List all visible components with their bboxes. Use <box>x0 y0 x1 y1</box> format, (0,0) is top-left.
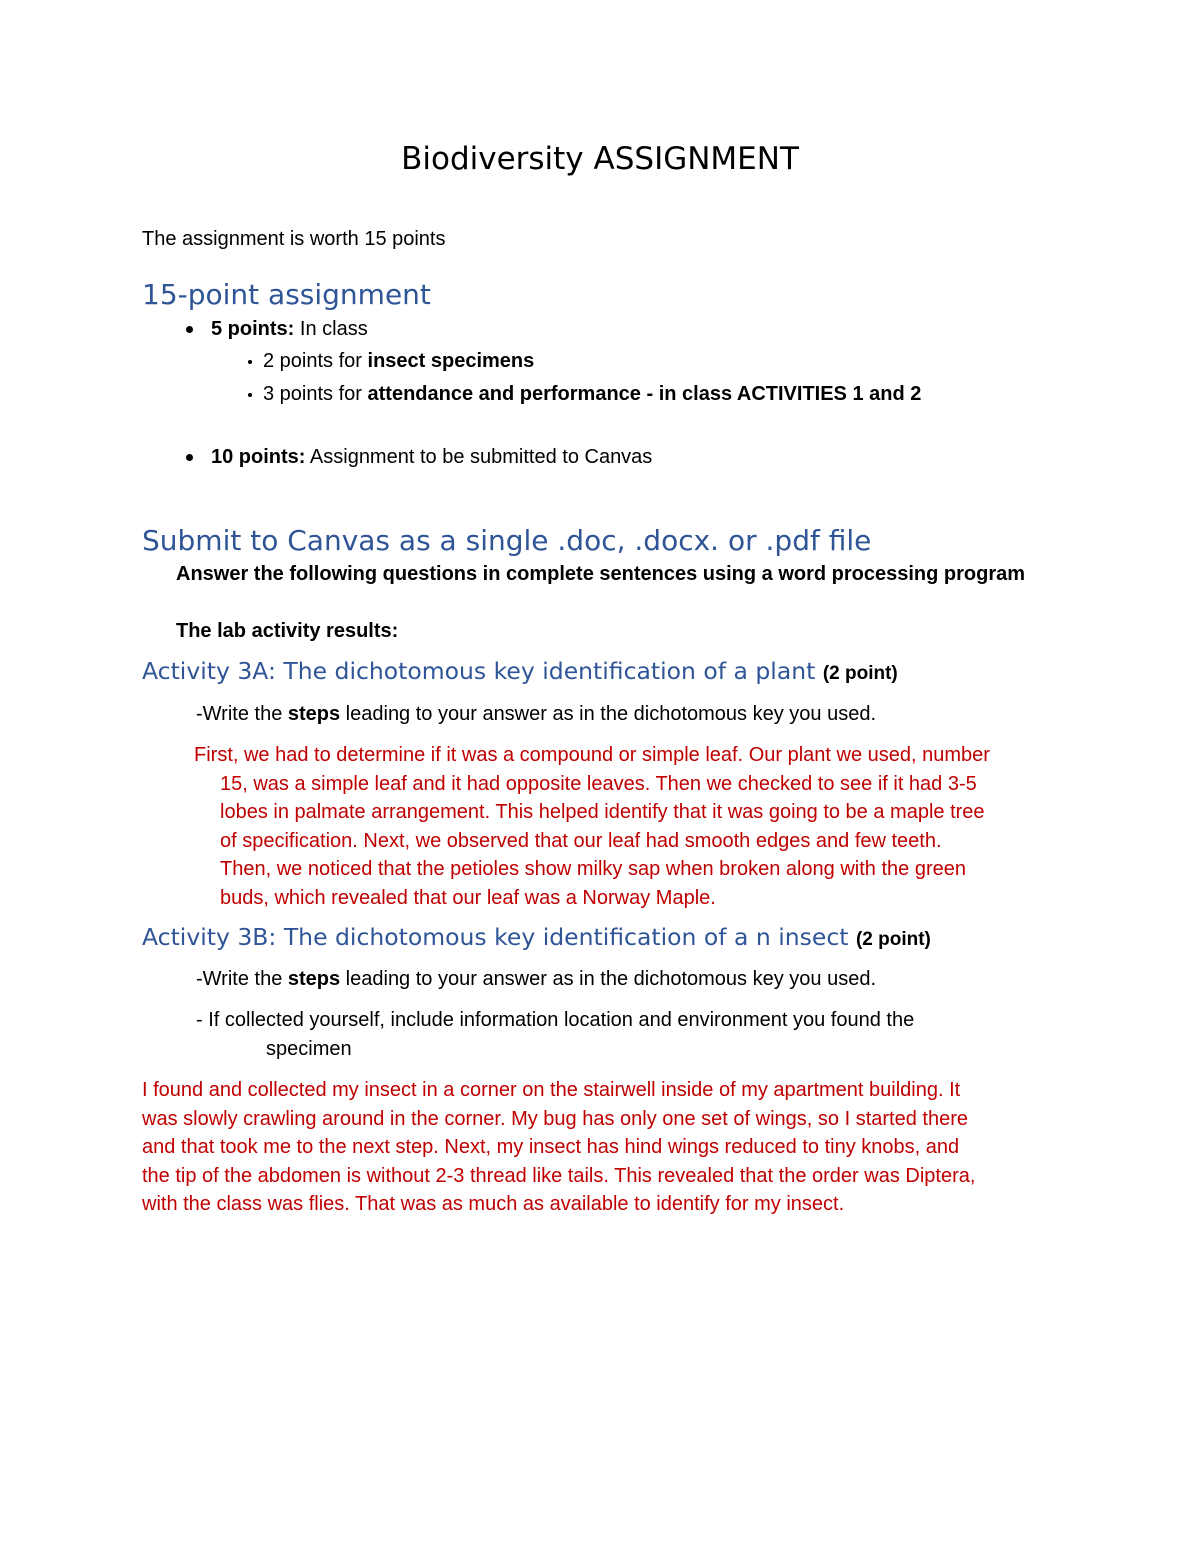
bullet-dot <box>186 326 193 333</box>
subbullet-insect-specimens <box>248 350 534 373</box>
activity3a-prompt <box>196 703 876 726</box>
section2-heading: Submit to Canvas as a single .doc, .docx. or .pdf file <box>142 524 872 557</box>
bullet2-bold: 10 points: <box>211 446 306 468</box>
answer-line: First, we had to determine if it was a compound or simple leaf. Our plant we used, number <box>194 744 990 766</box>
prompt-post: leading to your answer as in the dichotomous key you used. <box>340 968 876 990</box>
answer-line: buds, which revealed that our leaf was a Norway Maple. <box>220 886 716 909</box>
answer-line: lobes in palmate arrangement. This helped identify that it was going to be a maple tree <box>220 801 985 824</box>
activity3b-prompt <box>196 968 876 991</box>
prompt-bold: steps <box>287 703 341 725</box>
bullet1-text: In class <box>294 318 368 340</box>
activity3b-prompt2-line1: - If collected yourself, include information location and environment you found the <box>196 1009 915 1031</box>
activity3b-title: Activity 3B: The dichotomous key identification of a n insect <box>142 923 849 951</box>
sub1-text: 2 points for <box>263 350 368 372</box>
subbullet-dot <box>248 393 252 397</box>
bullet2-text: Assignment to be submitted to Canvas <box>305 446 653 468</box>
prompt-pre: -Write the <box>196 968 288 990</box>
sub1-bold: insect specimens <box>367 350 535 372</box>
activity3a-points: (2 point) <box>822 663 898 684</box>
answer-line: I found and collected my insect in a corner on the stairwell inside of my apartment building. It <box>142 1079 961 1101</box>
answer-line: of specification. Next, we observed that our leaf had smooth edges and few teeth. <box>220 829 942 852</box>
activity3b-prompt2-line2: specimen <box>266 1038 352 1060</box>
worth-line: The assignment is worth 15 points <box>142 228 446 250</box>
results-label: The lab activity results: <box>176 620 399 642</box>
bullet-dot <box>186 454 193 461</box>
activity3b-points: (2 point) <box>855 929 931 950</box>
answer-line: was slowly crawling around in the corner. My bug has only one set of wings, so I started there <box>142 1107 968 1130</box>
bullet1-bold: 5 points: <box>211 318 295 340</box>
answer-line: 15, was a simple leaf and it had opposite leaves. Then we checked to see if it had 3-5 <box>220 772 977 795</box>
answer-line: the tip of the abdomen is without 2-3 thread like tails. This revealed that the order was Diptera, <box>142 1164 976 1187</box>
document-title: Biodiversity ASSIGNMENT <box>401 141 799 177</box>
bullet-5-points <box>186 318 368 341</box>
sub2-bold: attendance and performance - in class ACTIVITIES 1 and 2 <box>367 383 922 405</box>
answer-line: and that took me to the next step. Next, my insect has hind wings reduced to tiny knobs, and <box>142 1136 960 1159</box>
bullet-10-points <box>186 446 652 469</box>
subbullet-dot <box>248 360 252 364</box>
activity3b-answer <box>142 1076 975 1219</box>
sub2-text: 3 points for <box>263 383 368 405</box>
answer-line: Then, we noticed that the petioles show milky sap when broken along with the green <box>220 858 966 881</box>
activity3a-heading <box>142 657 898 685</box>
prompt-bold: steps <box>287 968 341 990</box>
activity3b-heading <box>142 923 931 951</box>
instruction-line: Answer the following questions in complete sentences using a word processing program <box>176 563 1026 585</box>
activity3a-answer <box>194 741 990 913</box>
prompt-pre: -Write the <box>196 703 288 725</box>
answer-line: with the class was flies. That was as much as available to identify for my insect. <box>142 1193 845 1216</box>
section1-heading: 15-point assignment <box>142 278 431 311</box>
prompt-post: leading to your answer as in the dichotomous key you used. <box>340 703 876 725</box>
activity3a-title: Activity 3A: The dichotomous key identification of a plant <box>142 657 816 685</box>
subbullet-attendance <box>248 383 921 406</box>
